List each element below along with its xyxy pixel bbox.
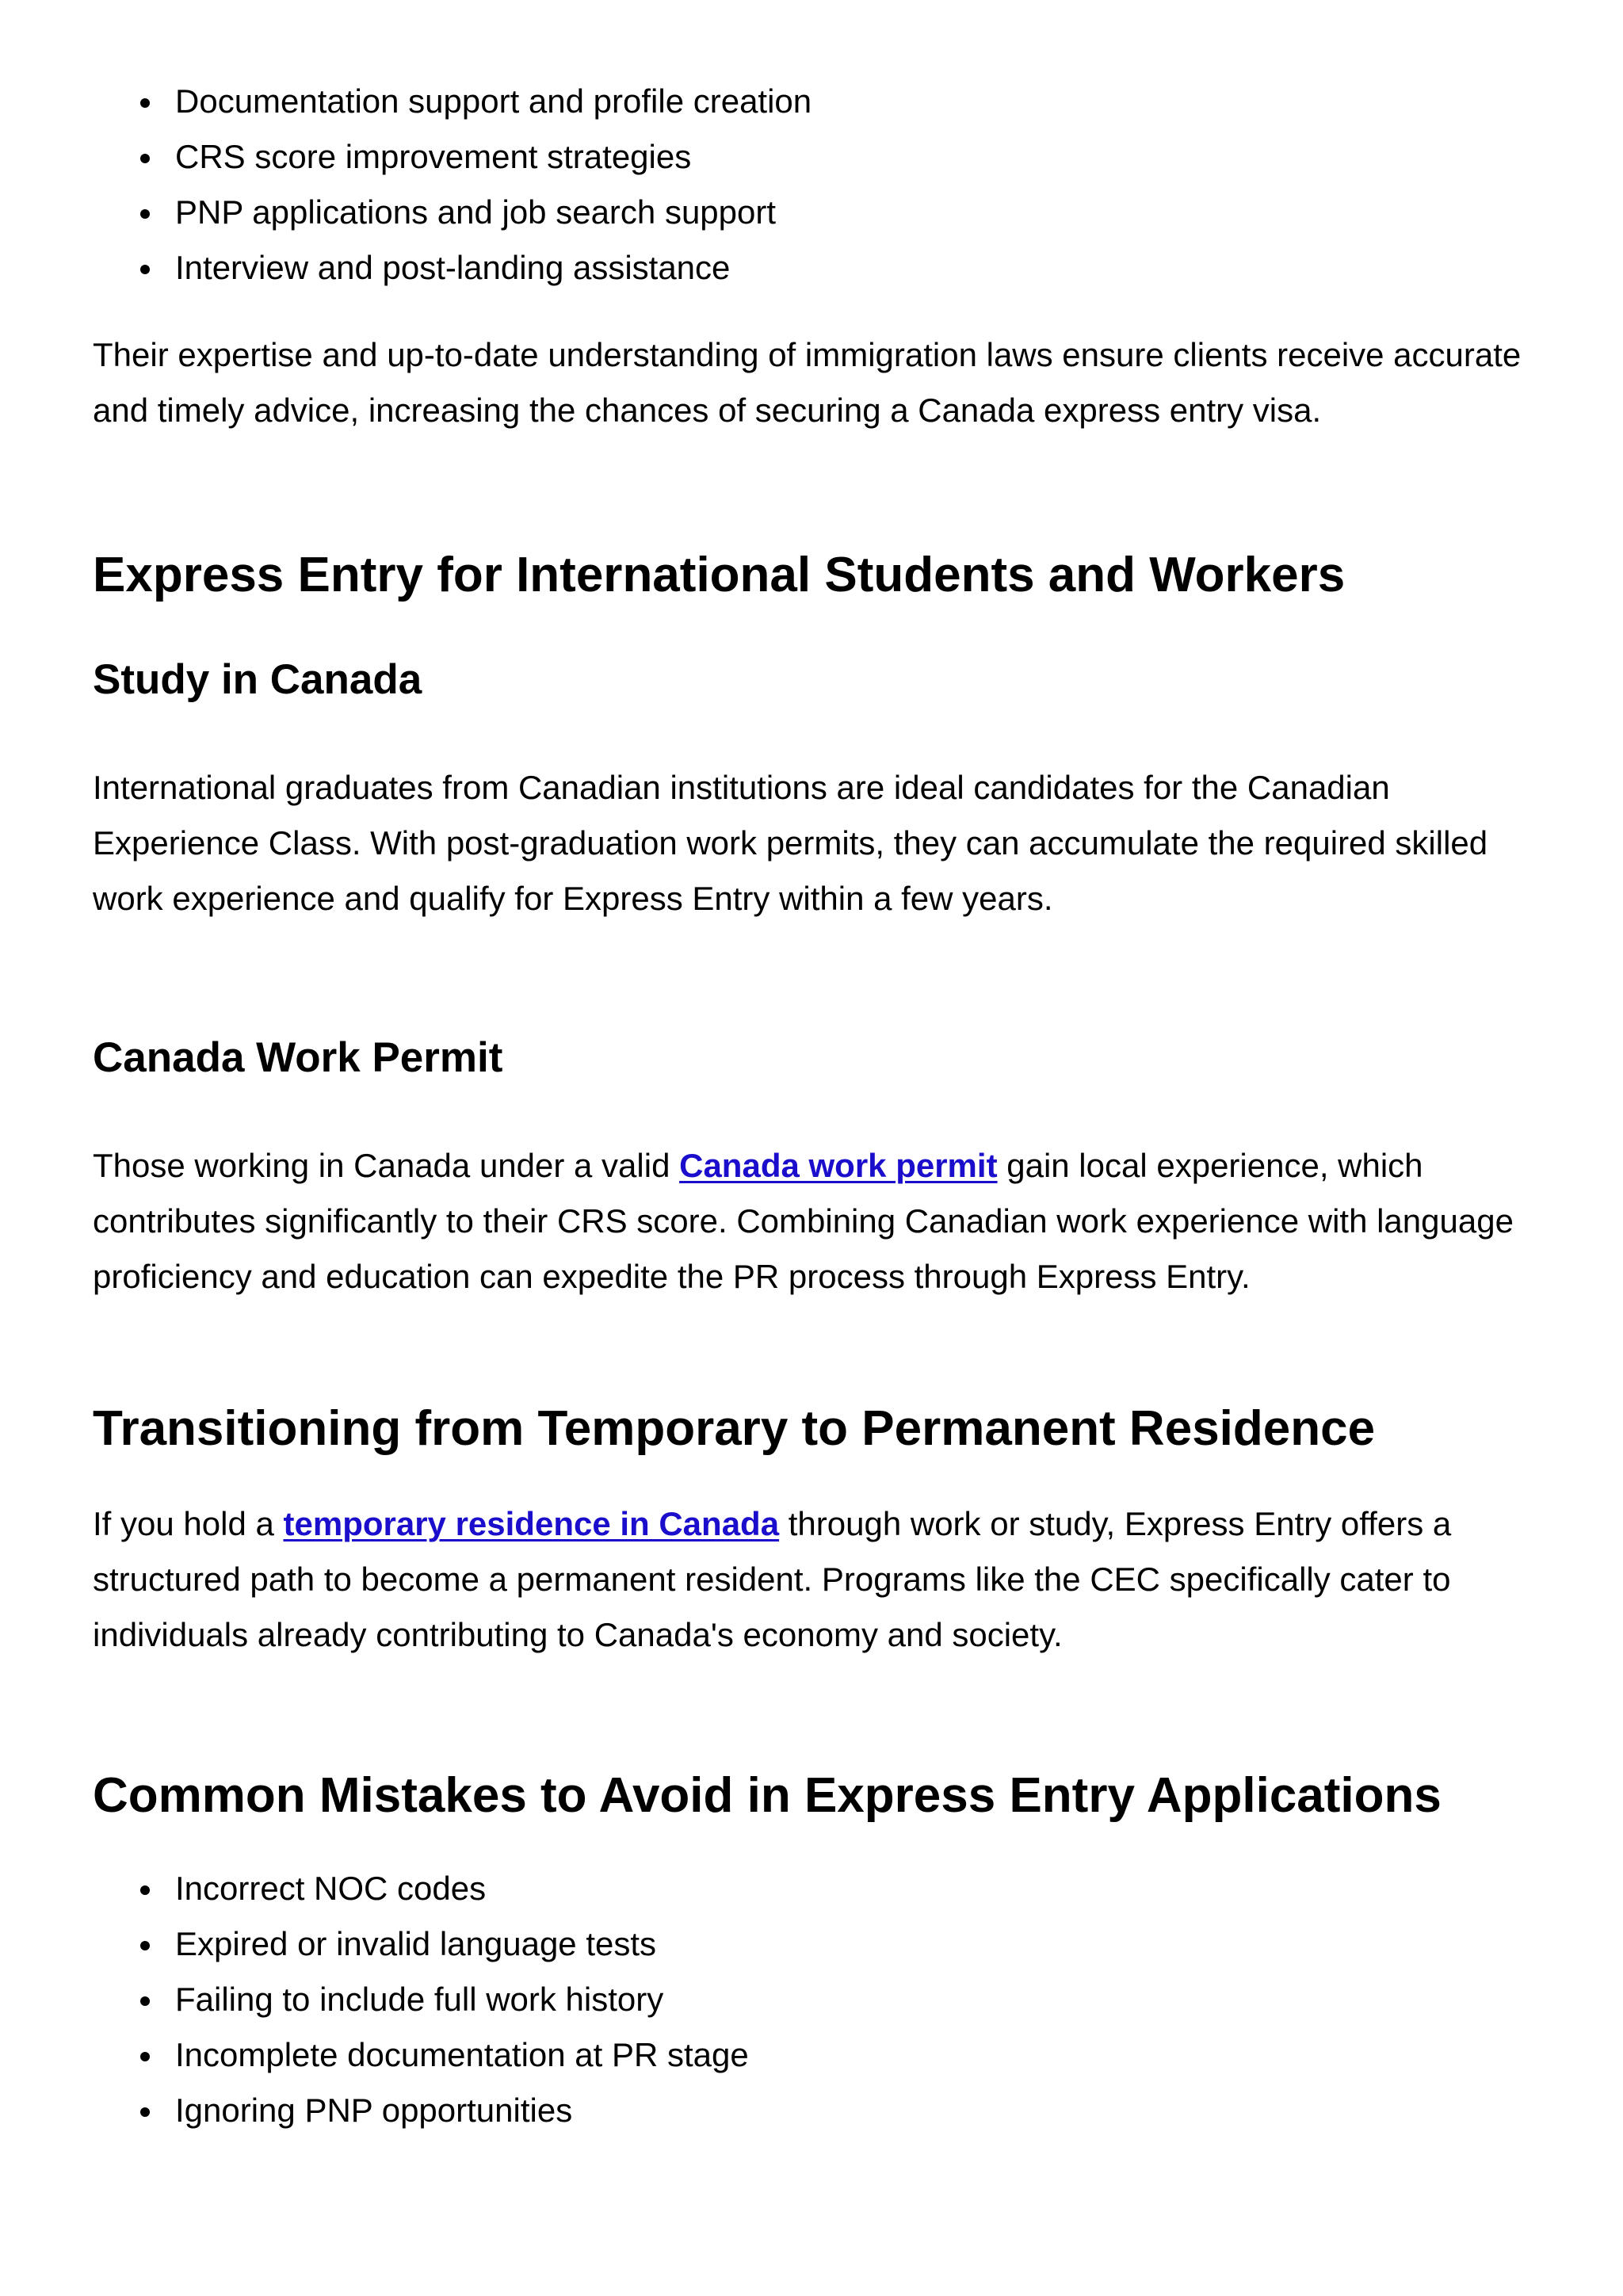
list-item: Incorrect NOC codes (93, 1861, 1531, 1916)
list-item: Ignoring PNP opportunities (93, 2083, 1531, 2138)
work-permit-text-after: gain local experience, which contributes significantly to their CRS score. Combining Canadian work experience with language proficiency and education can expedite the PR process through Express Entry. (93, 1147, 1514, 1295)
services-list (93, 0, 1531, 296)
work-permit-paragraph (93, 1138, 1531, 1305)
list-item: Documentation support and profile creation (93, 74, 1531, 129)
section-heading-students-workers: Express Entry for International Students and Workers (93, 548, 1346, 602)
study-paragraph: International graduates from Canadian institutions are ideal candidates for the Canadian Experience Class. With post-graduation work permits, they can accumulate the required skilled work experience and qualify for Express Entry within a few years. (93, 769, 1488, 917)
transition-text-before: If you hold a (93, 1505, 284, 1542)
list-item: Expired or invalid language tests (93, 1916, 1531, 1972)
temporary-residence-link[interactable]: temporary residence in Canada (283, 1505, 780, 1542)
list-item: CRS score improvement strategies (93, 129, 1531, 185)
transition-text-after: through work or study, Express Entry offers a structured path to become a permanent resident. Programs like the CEC specifically cater to individuals already contributing to Canada's economy and society. (93, 1505, 1452, 1653)
list-item: PNP applications and job search support (93, 185, 1531, 240)
subheading-canada-work-permit: Canada Work Permit (93, 1034, 503, 1081)
section-heading-transition: Transitioning from Temporary to Permanent Residence (93, 1401, 1376, 1456)
work-permit-text-before: Those working in Canada under a valid (93, 1147, 680, 1184)
expertise-paragraph: Their expertise and up-to-date understanding of immigration laws ensure clients receive accurate and timely advice, increasing the chances of securing a Canada express entry visa. (93, 336, 1522, 429)
section-heading-common-mistakes: Common Mistakes to Avoid in Express Entry Applications (93, 1768, 1442, 1823)
list-item: Interview and post-landing assistance (93, 240, 1531, 296)
list-item: Incomplete documentation at PR stage (93, 2027, 1531, 2083)
list-item: Failing to include full work history (93, 1972, 1531, 2027)
subheading-study-in-canada: Study in Canada (93, 656, 422, 703)
canada-work-permit-link[interactable]: Canada work permit (679, 1147, 998, 1184)
transition-paragraph (93, 1496, 1531, 1663)
mistakes-list (93, 1861, 1531, 2138)
